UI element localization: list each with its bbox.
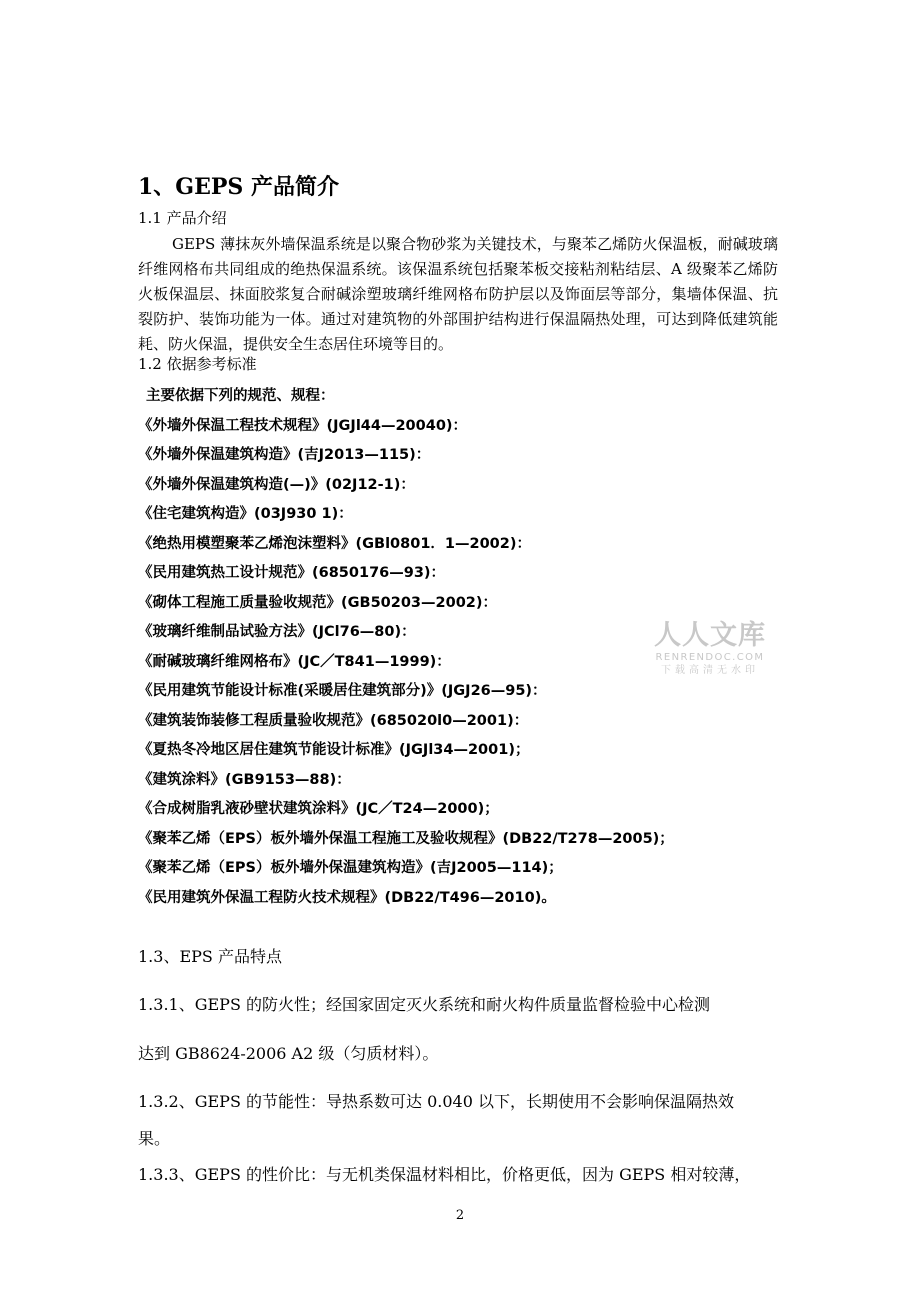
page-number: 2 — [455, 1208, 465, 1223]
subsection-1-3: 1.3、EPS 产品特点 — [138, 947, 282, 966]
intro-paragraph — [138, 232, 778, 357]
standard-item: 《建筑装饰装修工程质量验收规范》(685020l0—2001)： — [138, 712, 529, 729]
standard-item: 《民用建筑热工设计规范》(6850176—93)： — [138, 565, 446, 581]
feature-2-line-2: 果。 — [138, 1129, 171, 1148]
standard-item: 《外墙外保温建筑构造(—)》(02J12-1)： — [138, 476, 415, 493]
watermark-tagline: 下载高清无水印 — [661, 665, 759, 676]
section-title: 1、GEPS 产品简介 — [138, 174, 339, 200]
standard-item: 《砌体工程施工质量验收规范》(GB50203—2002)： — [138, 594, 498, 611]
watermark — [645, 620, 775, 678]
watermark-main: 人人文库 — [654, 620, 766, 651]
standard-item: 《外墙外保温工程技术规程》(JGJl44—20040)： — [138, 417, 468, 434]
standard-item: 《绝热用模塑聚苯乙烯泡沫塑料》(GBl0801．1—2002)： — [138, 535, 531, 552]
feature-1-line-1: 1.3.1、GEPS 的防火性；经国家固定灭火系统和耐火构件质量监督检验中心检测 — [138, 995, 710, 1014]
standard-item: 《民用建筑节能设计标准(采暖居住建筑部分)》(JGJ26—95)： — [138, 683, 547, 699]
subsection-1-2: 1.2 依据参考标准 — [138, 355, 257, 373]
standard-item: 《聚苯乙烯（EPS）板外墙外保温工程施工及验收规程》(DB22/T278—2005)； — [138, 830, 674, 847]
subsection-1-1: 1.1 产品介绍 — [138, 209, 227, 227]
standard-item: 《合成树脂乳液砂壁状建筑涂料》(JC／T24—2000)； — [138, 801, 499, 817]
watermark-site: RENRENDOC.COM — [655, 652, 765, 663]
standard-item: 《耐碱玻璃纤维网格布》(JC／T841—1999)： — [138, 653, 451, 670]
feature-1-line-2: 达到 GB8624-2006 A2 级（匀质材料）。 — [138, 1044, 439, 1063]
intro-text: GEPS 薄抹灰外墙保温系统是以聚合物砂浆为关键技术，与聚苯乙烯防火保温板，耐碱玻璃纤维网格布共同组成的绝热保温系统。该保温系统包括聚苯板交接粘剂粘结层、A 级聚苯乙烯防火板保温层、抹面胶浆复合耐碱涂塑玻璃纤维网格布防护层以及饰面层等部分，集墙体保温、抗裂防护、装饰功能为一体。通过对建筑物的外部围护结构进行保温隔热处理，可达到降低建筑能耗、防火保温，提供安全生态居住环境等目的。 — [138, 235, 778, 353]
feature-2-line-1: 1.3.2、GEPS 的节能性：导热系数可达 0.040 以下，长期使用不会影响保温隔热效 — [138, 1092, 734, 1111]
standard-item: 《建筑涂料》(GB9153—88)： — [138, 771, 351, 788]
standard-item: 《玻璃纤维制品试验方法》(JCl76—80)： — [138, 624, 416, 640]
standard-item: 《住宅建筑构造》(03J930 1)： — [138, 506, 353, 522]
feature-3-line-1: 1.3.3、GEPS 的性价比：与无机类保温材料相比，价格更低，因为 GEPS 相对较薄， — [138, 1165, 751, 1184]
standard-item: 《聚苯乙烯（EPS）板外墙外保温建筑构造》(吉J2005—114)； — [138, 860, 563, 876]
standard-item: 《民用建筑外保温工程防火技术规程》(DB22/T496—2010)。 — [138, 889, 556, 906]
standard-item: 《夏热冬冷地区居住建筑节能设计标准》(JGJl34—2001)； — [138, 742, 530, 758]
standards-title: 主要依据下列的规范、规程： — [146, 388, 335, 404]
standard-item: 《外墙外保温建筑构造》(吉J2013—115)： — [138, 447, 431, 463]
